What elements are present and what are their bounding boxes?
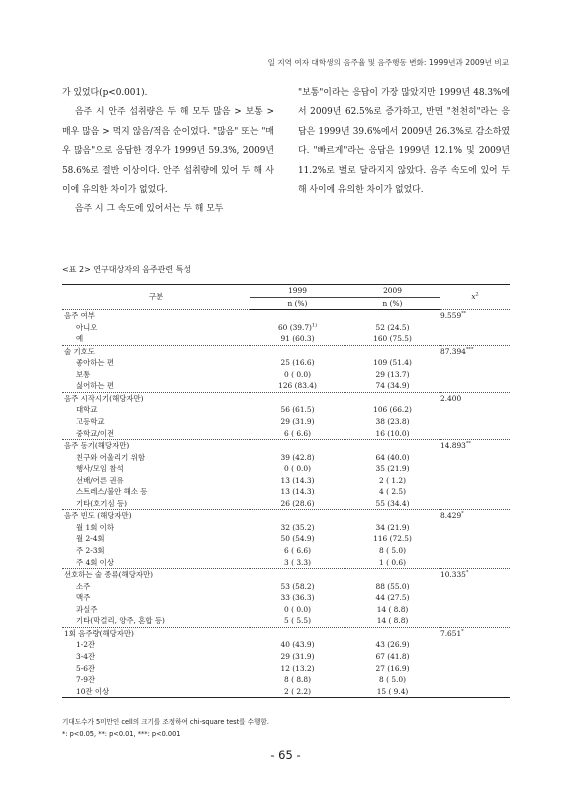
value-1999: 12 (13.2)	[280, 663, 315, 673]
value-1999: 91 (60.3)	[280, 334, 315, 344]
table-row	[62, 380, 510, 392]
table-row	[62, 663, 510, 675]
table-note: 기대도수가 5미만인 cell의 크기를 조정하여 chi-square test를 수행함.	[62, 718, 269, 726]
running-header: 일 지역 여자 대학생의 음주율 및 음주행동 변화: 1999년과 2009년 비교	[267, 58, 509, 67]
row-label: 고등학교	[76, 417, 105, 427]
value-2009: 74 (34.9)	[375, 381, 410, 391]
value-2009: 160 (75.5)	[373, 334, 412, 344]
row-label: 중학교/이전	[76, 428, 115, 438]
table-row	[62, 357, 510, 369]
row-label: 행사/모임 참석	[76, 464, 124, 474]
row-label: 좋아하는 편	[76, 358, 115, 368]
group-title: 선호하는 술 종류(해당자만)	[62, 569, 250, 581]
value-2009: 15 ( 9.4)	[345, 686, 440, 698]
table-row	[62, 604, 510, 616]
value-2009: 2 ( 1.2)	[379, 475, 406, 485]
value-2009: 8 ( 5.0)	[379, 546, 406, 556]
table-row	[62, 452, 510, 464]
value-1999: 29 (31.9)	[280, 651, 315, 661]
value-2009: 109 (51.4)	[373, 358, 412, 368]
n-percent-header: n (%)	[345, 297, 440, 310]
row-label: 아니오	[76, 322, 98, 332]
table-group-row	[62, 569, 510, 581]
value-1999: 6 ( 6.6)	[284, 428, 311, 438]
value-1999: 53 (58.2)	[280, 581, 315, 591]
table-row	[62, 557, 510, 569]
table-row	[62, 369, 510, 381]
group-title: 음주 여부	[62, 310, 250, 322]
body-paragraph: 가 있었다(p<0.001).	[62, 88, 148, 98]
table-group-row	[62, 392, 510, 404]
value-2009: 29 (13.7)	[375, 369, 410, 379]
value-1999: 13 (14.3)	[280, 475, 315, 485]
table-notes	[62, 716, 269, 740]
value-1999: 50 (54.9)	[280, 534, 315, 544]
table-row	[62, 428, 510, 440]
value-2009: 64 (40.0)	[375, 452, 410, 462]
chi-square-header: $x^2$	[440, 285, 510, 310]
body-paragraph: 음주 시 안주 섭취량은 두 해 모두 많음 > 보통 > 매우 많음 > 먹지 않음/적음 순이었다. "많음" 또는 "매우 많음"으로 응답한 경우가 1999년 59.3%, 2009년 58.6%로 절반 이상이다. 안주 섭취량에 있어 두 해 사이에 유의한 차이가 없었다.	[62, 107, 274, 196]
table-group-row	[62, 345, 510, 357]
value-1999: 40 (43.9)	[280, 640, 315, 650]
value-2009: 67 (41.8)	[375, 651, 410, 661]
body-column-right	[298, 84, 510, 200]
value-1999: 0 ( 0.0)	[284, 604, 311, 614]
group-title: 음주 빈도 (해당자만)	[62, 510, 250, 522]
value-2009: 4 ( 2.5)	[379, 487, 406, 497]
row-label: 맥주	[76, 593, 91, 603]
value-1999: 39 (42.8)	[280, 452, 315, 462]
value-2009: 8 ( 5.0)	[379, 675, 406, 685]
table-caption: <표 2> 연구대상자의 음주관련 특성	[62, 265, 192, 274]
chi-square-value: 8.429*	[440, 510, 510, 522]
table-group-row	[62, 510, 510, 522]
value-1999: 33 (36.3)	[280, 593, 315, 603]
value-2009: 43 (26.9)	[375, 640, 410, 650]
chi-square-value: 10.335*	[440, 569, 510, 581]
value-2009: 35 (21.9)	[375, 464, 410, 474]
row-label: 소주	[76, 581, 91, 591]
table-row	[62, 533, 510, 545]
value-1999: 6 ( 6.6)	[284, 546, 311, 556]
group-title: 술 기호도	[62, 345, 250, 357]
value-1999: 0 ( 0.0)	[284, 464, 311, 474]
row-label: 싫어하는 편	[76, 381, 115, 391]
table-row	[62, 581, 510, 593]
chi-square-value: 2.400	[440, 392, 510, 404]
body-paragraph: 음주 시 그 속도에 있어서는 두 해 모두	[75, 204, 224, 215]
value-1999: 5 ( 5.5)	[284, 616, 311, 626]
table-row	[62, 475, 510, 487]
value-2009: 38 (23.8)	[375, 417, 410, 427]
table-row	[62, 639, 510, 651]
value-2009: 44 (27.5)	[375, 593, 410, 603]
row-label: 친구와 어울리기 위함	[76, 452, 145, 462]
chi-square-value: 7.651*	[440, 627, 510, 639]
value-2009: 55 (34.4)	[375, 498, 410, 508]
table-row	[62, 463, 510, 475]
table-row	[62, 545, 510, 557]
row-label: 5-6잔	[76, 663, 96, 673]
value-1999: 2 ( 2.2)	[250, 686, 345, 698]
row-label: 월 1회 이하	[76, 522, 114, 532]
row-label: 10잔 이상	[62, 686, 250, 698]
category-header: 구분	[62, 285, 250, 310]
value-2009: 34 (21.9)	[375, 522, 410, 532]
body-column-left	[62, 84, 274, 220]
value-1999: 56 (61.5)	[280, 405, 315, 415]
table-row	[62, 592, 510, 604]
value-2009: 27 (16.9)	[375, 663, 410, 673]
table-group-row	[62, 310, 510, 322]
group-title: 음주 동기(해당자만)	[62, 440, 250, 452]
value-2009: 16 (10.0)	[375, 428, 410, 438]
group-title: 1회 음주량(해당자만)	[62, 627, 250, 639]
row-label: 대학교	[76, 405, 98, 415]
value-1999: 126 (83.4)	[278, 381, 317, 391]
table-note: *: p<0.05, **: p<0.01, ***: p<0.001	[62, 730, 181, 738]
row-label: 선배/어른 권유	[76, 475, 124, 485]
row-label: 보통	[76, 369, 91, 379]
value-2009: 116 (72.5)	[373, 534, 412, 544]
body-paragraph: "보통"이라는 응답이 가장 많았지만 1999년 48.3%에서 2009년 62.5%로 증가하고, 반면 "천천히"라는 응답은 1999년 39.6%에서 2009년 26.3%로 감소하였다. "빠르게"라는 응답은 1999년 12.1% 및 2009년 11.2%로 별로 달라지지 않았다. 음주 속도에 있어 두 해 사이에 유의한 차이가 없었다.	[298, 88, 510, 196]
chi-square-value: 9.559**	[440, 310, 510, 322]
row-label: 주 4회 이상	[76, 557, 114, 567]
row-label: 기타(호기심 등)	[76, 498, 127, 508]
value-1999: 25 (16.6)	[280, 358, 315, 368]
value-1999: 29 (31.9)	[280, 417, 315, 427]
row-label: 7-9잔	[76, 675, 96, 685]
row-label: 월 2-4회	[76, 534, 105, 544]
row-label: 1-2잔	[76, 640, 96, 650]
value-1999: 8 ( 8.8)	[284, 675, 311, 685]
value-2009: 14 ( 8.8)	[376, 604, 409, 614]
row-label: 기타(막걸리, 양주, 혼합 등)	[76, 616, 165, 626]
value-1999: 60 $(39.7)^{1)}$	[277, 322, 318, 332]
page-number: - 65 -	[270, 748, 301, 762]
table-group-row	[62, 440, 510, 452]
table-row	[62, 486, 510, 498]
table-row	[62, 498, 510, 510]
chi-square-value: 14.893**	[440, 440, 510, 452]
n-percent-header: n (%)	[250, 297, 345, 310]
row-label: 과실주	[76, 604, 98, 614]
characteristics-table	[62, 284, 510, 698]
table-row	[62, 651, 510, 663]
value-2009: 88 (55.0)	[375, 581, 410, 591]
group-title: 음주 시작시기(해당자만)	[62, 392, 250, 404]
value-2009: 106 (66.2)	[373, 405, 412, 415]
table-row	[62, 322, 510, 334]
value-1999: 32 (35.2)	[280, 522, 315, 532]
table-row	[62, 674, 510, 686]
value-1999: 3 ( 3.3)	[284, 557, 311, 567]
row-label: 3-4잔	[76, 651, 96, 661]
value-2009: 1 ( 0.6)	[379, 557, 406, 567]
value-1999: 26 (28.6)	[280, 498, 315, 508]
table-row	[62, 333, 510, 345]
table-row	[62, 522, 510, 534]
value-2009: 52 (24.5)	[375, 322, 410, 332]
row-label: 주 2-3회	[76, 546, 105, 556]
table-row	[62, 416, 510, 428]
row-label: 예	[76, 334, 84, 344]
table-group-row	[62, 627, 510, 639]
chi-square-value: 87.394***	[440, 345, 510, 357]
table-row	[62, 615, 510, 627]
value-1999: 13 (14.3)	[280, 487, 315, 497]
table-row	[62, 686, 510, 698]
year-1999-header: 1999	[250, 285, 345, 298]
table-row	[62, 404, 510, 416]
year-2009-header: 2009	[345, 285, 440, 298]
row-label: 스트레스/불안 해소 등	[76, 487, 148, 497]
value-1999: 0 ( 0.0)	[284, 369, 311, 379]
value-2009: 14 ( 8.8)	[376, 616, 409, 626]
